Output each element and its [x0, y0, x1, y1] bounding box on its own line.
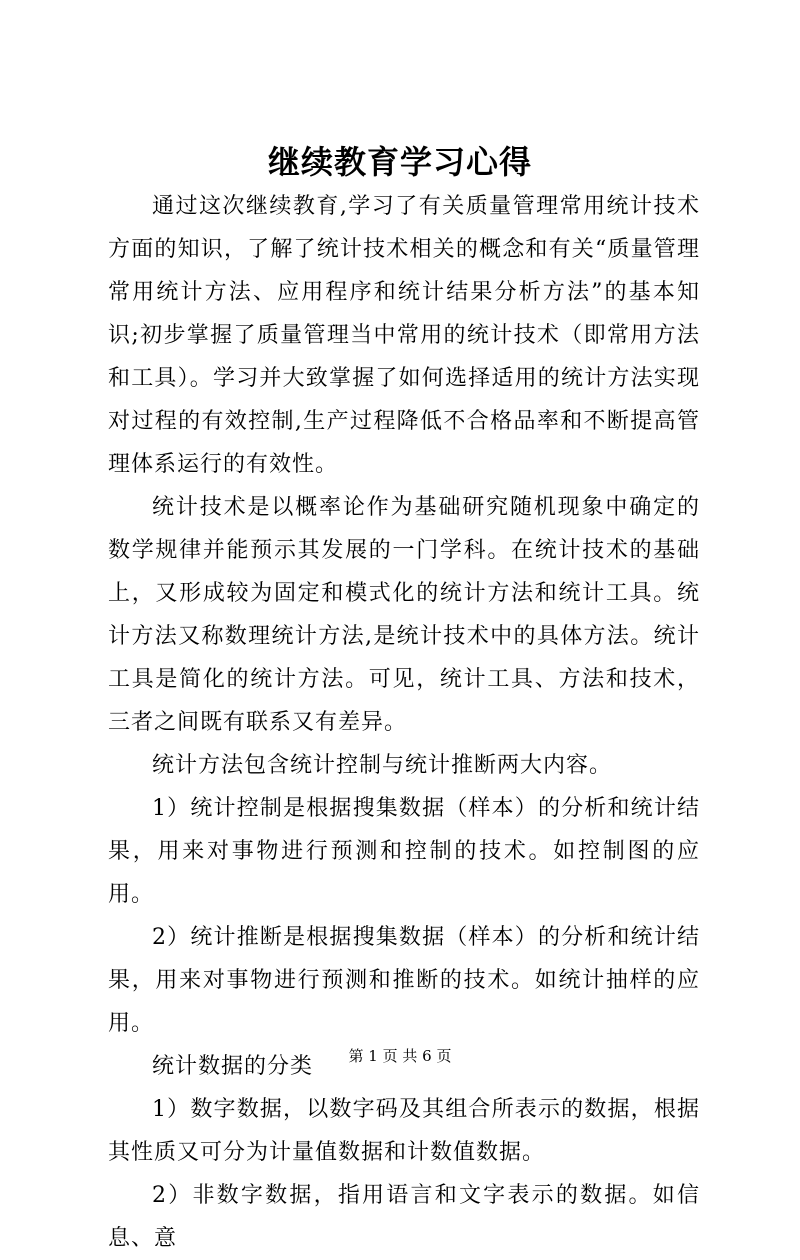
paragraph-numeric-data: 1）数字数据，以数字码及其组合所表示的数据，根据其性质又可分为计量值数据和计数值数据。	[108, 1097, 700, 1165]
paragraph-methods-content: 统计方法包含统计控制与统计推断两大内容。	[152, 753, 613, 778]
paragraph-data-classification-heading: 统计数据的分类	[152, 1054, 314, 1079]
page-number-footer: 第 1 页 共 6 页	[348, 1047, 452, 1065]
paragraph-intro: 通过这次继续教育,学习了有关质量管理常用统计技术方面的知识，了解了统计技术相关的概念和有关“质量管理常用统计方法、应用程序和统计结果分析方法”的基本知识;初步掌握了质量管理当中常用的统计技术（即常用方法和工具）。学习并大致掌握了如何选择适用的统计方法实现对过程的有效控制,生产过程降低不合格品率和不断提高管理体系运行的有效性。	[108, 194, 700, 477]
document-title: 继续教育学习心得	[267, 143, 532, 181]
paragraph-statistics-definition: 统计技术是以概率论作为基础研究随机现象中确定的数学规律并能预示其发展的一门学科。在统计技术的基础上，又形成较为固定和模式化的统计方法和统计工具。统计方法又称数理统计方法,是统计技术中的具体方法。统计工具是简化的统计方法。可见，统计工具、方法和技术，三者之间既有联系又有差异。	[108, 495, 700, 735]
paragraph-non-numeric-data: 2）非数字数据，指用语言和文字表示的数据。如信息、意	[108, 1183, 700, 1251]
document-body	[108, 185, 700, 1260]
paragraph-statistical-control: 1）统计控制是根据搜集数据（样本）的分析和统计结果，用来对事物进行预测和控制的技术。如控制图的应用。	[108, 796, 700, 907]
paragraph-statistical-inference: 2）统计推断是根据搜集数据（样本）的分析和统计结果，用来对事物进行预测和推断的技术。如统计抽样的应用。	[108, 925, 700, 1036]
